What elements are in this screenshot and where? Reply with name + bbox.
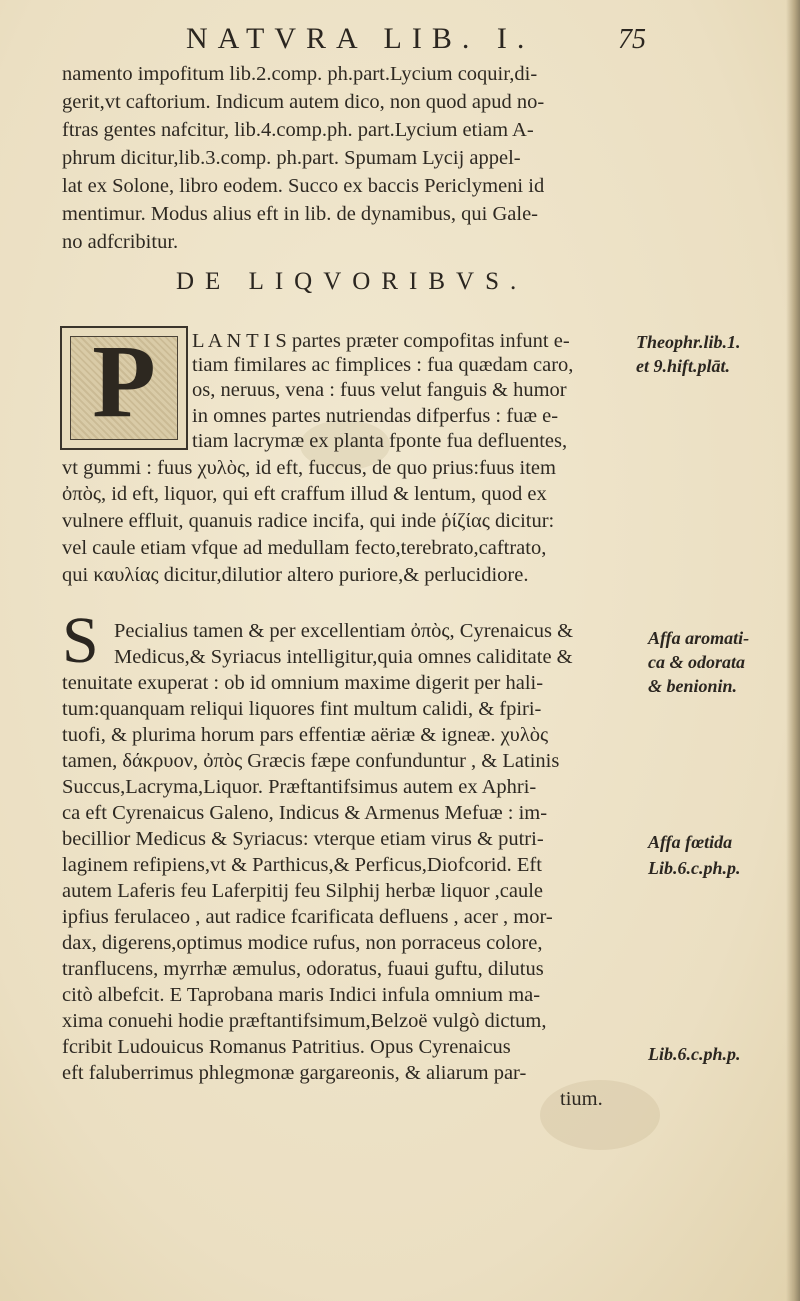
margin-note: Affa aromati- [648,628,750,648]
decorated-initial [60,326,188,450]
text-line: no adfcribitur. [62,231,179,253]
text-line: eft faluberrimus phlegmonæ gargareonis, & aliarum par- [62,1062,527,1084]
text-line: ipfius ferulaceo , aut radice fcarificata defluens , acer , mor- [62,906,553,928]
text-line: ca eft Cyrenaicus Galeno, Indicus & Armenus Mefuæ : im- [62,802,548,824]
text-line: tium. [560,1088,603,1110]
initial-letter-s: S [62,604,99,677]
text-line: tiam fimilares ac fimplices : fua quædam caro, [192,354,574,376]
page-header [0,18,800,58]
text-line: namento impofitum lib.2.comp. ph.part.Lycium coquir,di- [62,63,538,85]
running-head: NATVRA LIB. I. [186,22,535,55]
text-line: becillior Medicus & Syriacus: vterque etiam virus & putri- [62,828,544,850]
text-line: mentimur. Modus alius eft in lib. de dynamibus, qui Gale- [62,203,538,225]
text-line: tranflucens, myrrhæ æmulus, odoratus, fuaui guftu, dilutus [62,958,544,980]
text-line: tiam lacrymæ ex planta fponte fua defluentes, [192,430,568,452]
text-line: os, neruus, vena : fuus velut fanguis & humor [192,379,567,401]
text-line: ftras gentes nafcitur, lib.4.comp.ph. part.Lycium etiam A- [62,119,534,141]
text-line: tenuitate exuperat : ob id omnium maxime digerit per hali- [62,672,544,694]
text-line: Medicus,& Syriacus intelligitur,quia omnes caliditate & [114,646,573,668]
text-line: laginem refipiens,vt & Parthicus,& Perficus,Diofcorid. Eft [62,854,542,876]
text-line: Succus,Lacryma,Liquor. Præftantifsimus autem ex Aphri- [62,776,537,798]
text-line: phrum dicitur,lib.3.comp. ph.part. Spumam Lycij appel- [62,147,521,169]
text-line: Pecialius tamen & per excellentiam ὀπὸς, Cyrenaicus & [114,620,574,642]
initial-letter: P [92,324,156,439]
text-line: autem Laferis feu Laferpitij feu Silphij herbæ liquor ,caule [62,880,544,902]
page-number: 75 [618,24,646,55]
text-line: lat ex Solone, libro eodem. Succo ex baccis Periclymeni id [62,175,545,197]
page-edge-shadow [786,0,800,1301]
text-line: ὀπὸς, id eft, liquor, qui eft craffum illud & lentum, quod ex [62,483,547,505]
text-line: tum:quanquam reliqui liquores fint multum calidi, & fpiri- [62,698,542,720]
text-line: citò albefcit. E Taprobana maris Indici infula omnium ma- [62,984,541,1006]
text-line: qui καυλίας dicitur,dilutior altero puriore,& perlucidiore. [62,564,529,586]
margin-note: et 9.hift.plāt. [636,356,730,376]
margin-note: Affa fœtida [648,832,733,852]
text-line: fcribit Ludouicus Romanus Patritius. Opus Cyrenaicus [62,1036,511,1058]
text-line: in omnes partes nutriendas difperfus : fuæ e- [192,405,559,427]
text-line: vel caule etiam vfque ad medullam fecto,terebrato,caftrato, [62,537,547,559]
margin-note: Lib.6.c.ph.p. [648,1044,741,1064]
text-line: vt gummi : fuus χυλὸς, id eft, fuccus, de quo prius:fuus item [62,457,556,479]
text-line: xima conuehi hodie præftantifsimum,Belzoë vulgò dictum, [62,1010,547,1032]
margin-note: Lib.6.c.ph.p. [648,858,741,878]
text-line: vulnere effluit, quanuis radice incifa, qui inde ῥίζίας dicitur: [62,510,555,532]
margin-note: Theophr.lib.1. [636,332,741,352]
section-heading: DE LIQVORIBVS. [176,268,528,295]
text-line: tuofi, & plurima horum pars effentiæ aëriæ & igneæ. χυλὸς [62,724,549,746]
text-line: tamen, δάκρυον, ὀπὸς Græcis fæpe confunduntur , & Latinis [62,750,560,772]
text-line: dax, digerens,optimus modice rufus, non porraceus colore, [62,932,543,954]
margin-note: & benionin. [648,676,738,696]
text-line: L A N T I S partes præter compofitas infunt e- [192,330,570,352]
text-line: gerit,vt caftorium. Indicum autem dico, non quod apud no- [62,91,545,113]
margin-note: ca & odorata [648,652,745,672]
